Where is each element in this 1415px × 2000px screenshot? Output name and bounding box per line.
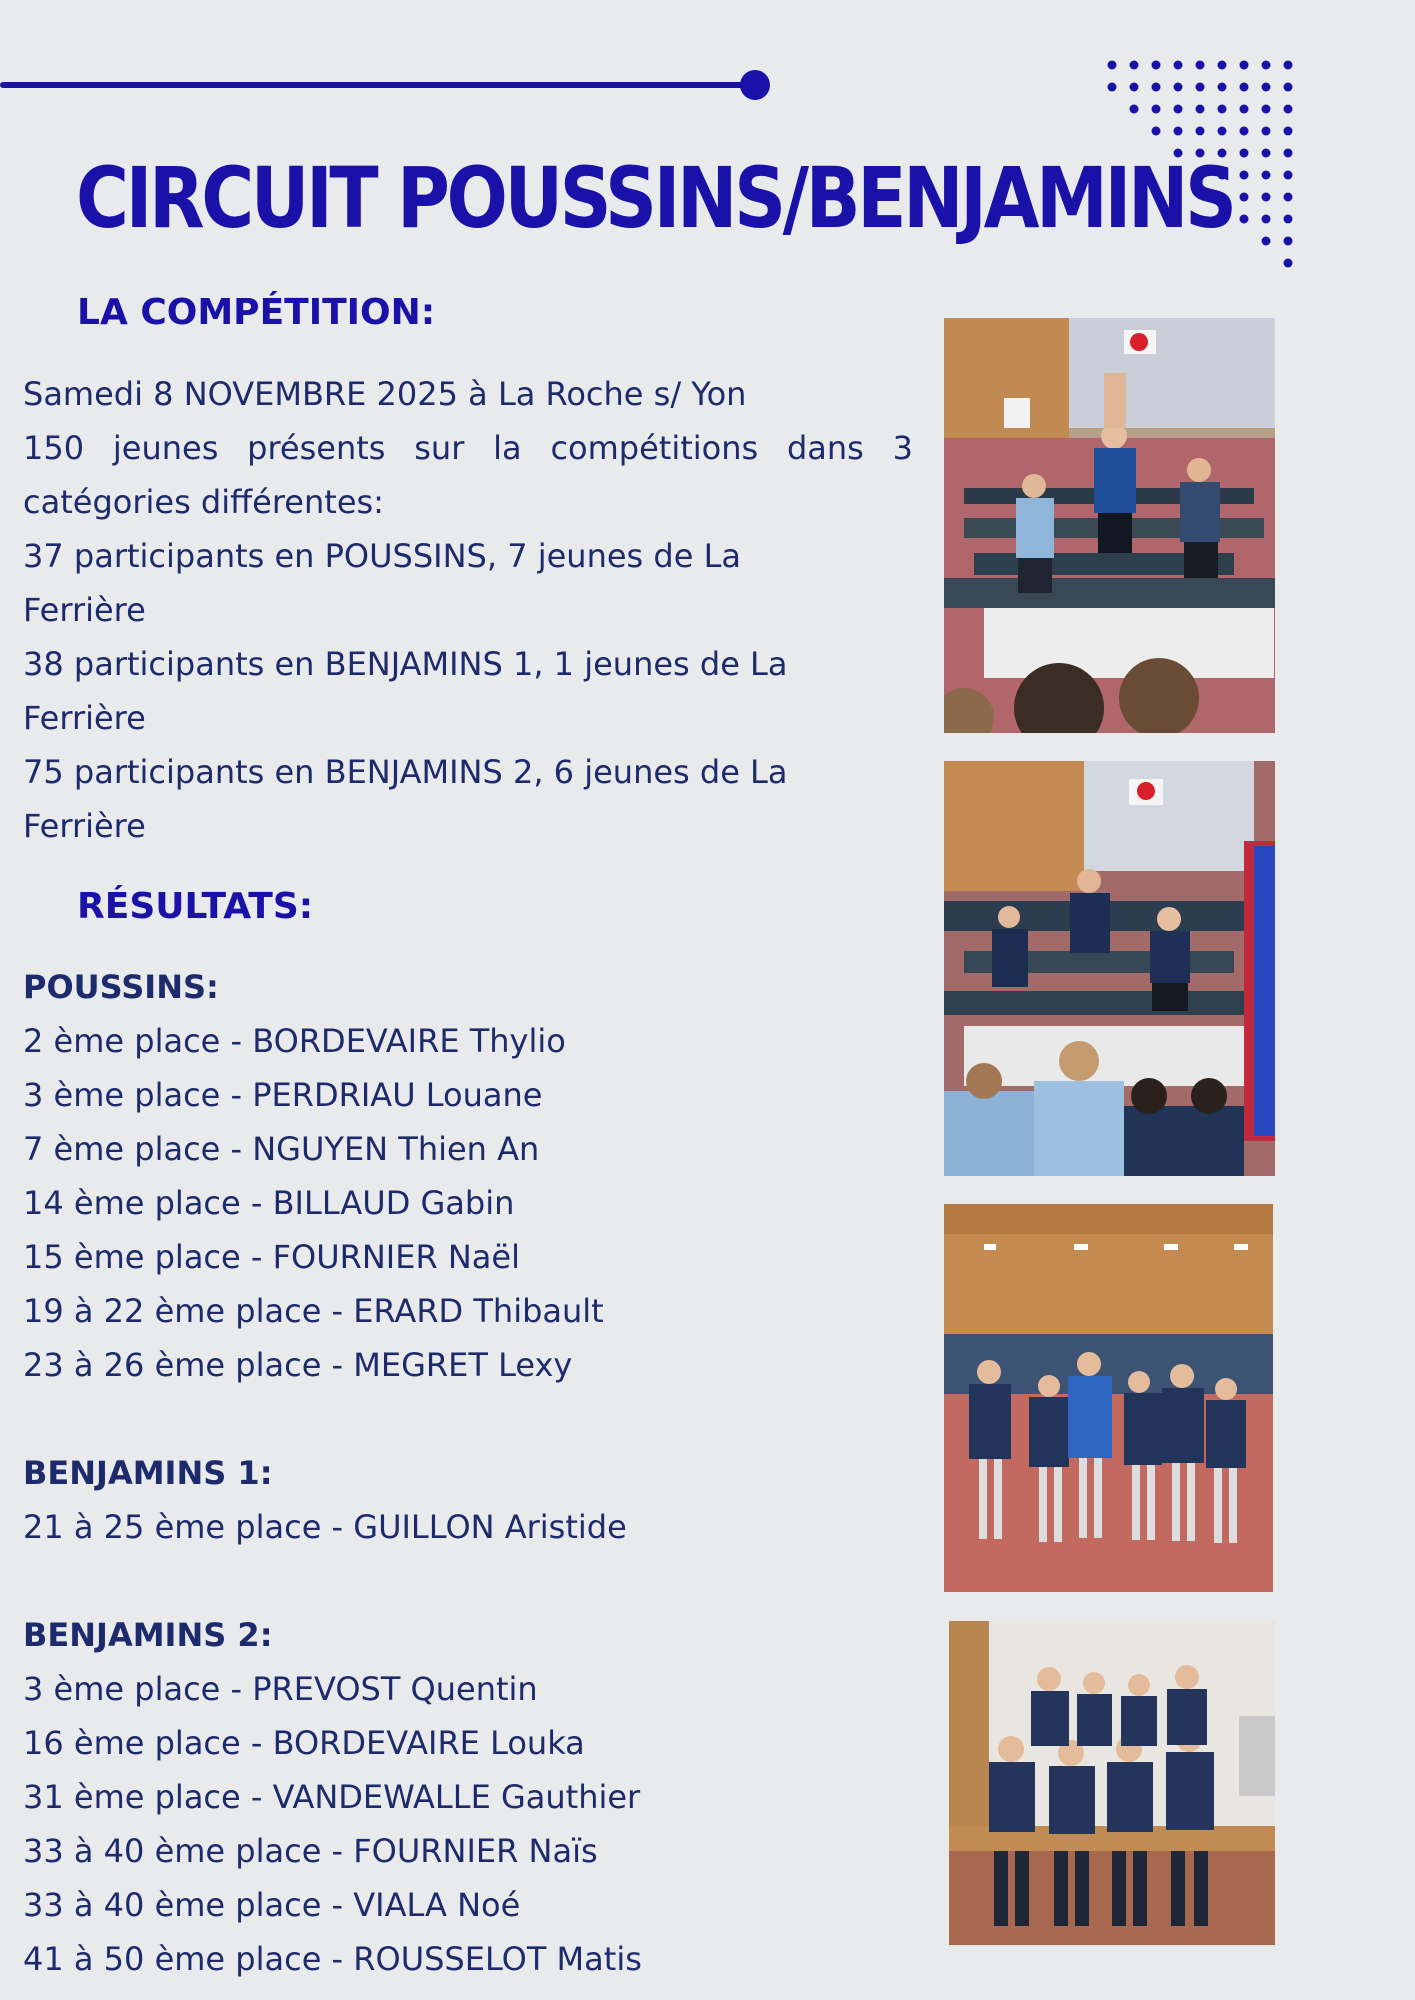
top-decorative-dot bbox=[740, 70, 770, 100]
poussins-label: POUSSINS: bbox=[23, 968, 219, 1006]
result-entry: 3 ème place - PERDRIAU Louane bbox=[23, 1076, 543, 1114]
decorative-dot bbox=[1174, 105, 1183, 114]
decorative-dot bbox=[1218, 127, 1227, 136]
decorative-dot bbox=[1284, 149, 1293, 158]
result-entry: 19 à 22 ème place - ERARD Thibault bbox=[23, 1292, 604, 1330]
page-title: CIRCUIT POUSSINS/BENJAMINS bbox=[76, 149, 1234, 247]
decorative-dot bbox=[1284, 105, 1293, 114]
result-entry: 14 ème place - BILLAUD Gabin bbox=[23, 1184, 515, 1222]
team-photo-bench bbox=[949, 1621, 1275, 1945]
decorative-dot bbox=[1196, 61, 1205, 70]
decorative-dot bbox=[1284, 237, 1293, 246]
decorative-dot bbox=[1262, 105, 1271, 114]
decorative-dot bbox=[1262, 193, 1271, 202]
results-section bbox=[23, 960, 913, 1986]
decorative-dot bbox=[1108, 61, 1117, 70]
category-line: 37 participants en POUSSINS, 7 jeunes de La bbox=[23, 537, 741, 575]
decorative-dot bbox=[1262, 83, 1271, 92]
category-line: 38 participants en BENJAMINS 1, 1 jeunes de La bbox=[23, 645, 788, 683]
decorative-dot bbox=[1218, 105, 1227, 114]
decorative-dot bbox=[1262, 127, 1271, 136]
decorative-dot bbox=[1196, 127, 1205, 136]
category-line-cont: Ferrière bbox=[23, 591, 146, 629]
competition-section bbox=[23, 367, 913, 853]
team-photo-gym bbox=[944, 1204, 1273, 1592]
decorative-dot bbox=[1240, 193, 1249, 202]
decorative-dot bbox=[1174, 61, 1183, 70]
decorative-dot bbox=[1174, 83, 1183, 92]
result-entry: 33 à 40 ème place - FOURNIER Naïs bbox=[23, 1832, 598, 1870]
decorative-dot bbox=[1262, 237, 1271, 246]
decorative-dot bbox=[1240, 83, 1249, 92]
date-line: Samedi 8 NOVEMBRE 2025 à La Roche s/ Yon bbox=[23, 375, 747, 413]
result-entry: 21 à 25 ème place - GUILLON Aristide bbox=[23, 1508, 627, 1546]
result-entry: 33 à 40 ème place - VIALA Noé bbox=[23, 1886, 521, 1924]
result-entry: 3 ème place - PREVOST Quentin bbox=[23, 1670, 538, 1708]
decorative-dot bbox=[1196, 105, 1205, 114]
benjamins1-label: BENJAMINS 1: bbox=[23, 1454, 273, 1492]
poussins-list bbox=[23, 1014, 913, 1392]
result-entry: 31 ème place - VANDEWALLE Gauthier bbox=[23, 1778, 641, 1816]
result-entry: 7 ème place - NGUYEN Thien An bbox=[23, 1130, 540, 1168]
result-entry: 23 à 26 ème place - MEGRET Lexy bbox=[23, 1346, 573, 1384]
decorative-dot bbox=[1262, 61, 1271, 70]
decorative-dot bbox=[1262, 171, 1271, 180]
decorative-dot bbox=[1262, 149, 1271, 158]
summary-line: 150 jeunes présents sur la compétitions dans 3 catégories différentes: bbox=[23, 429, 913, 521]
decorative-dot bbox=[1284, 193, 1293, 202]
decorative-dot bbox=[1152, 105, 1161, 114]
decorative-dot bbox=[1174, 127, 1183, 136]
decorative-dot bbox=[1152, 127, 1161, 136]
result-entry: 16 ème place - BORDEVAIRE Louka bbox=[23, 1724, 585, 1762]
category-line-cont: Ferrière bbox=[23, 807, 146, 845]
decorative-dot bbox=[1130, 83, 1139, 92]
decorative-dot bbox=[1218, 83, 1227, 92]
decorative-dot bbox=[1240, 61, 1249, 70]
decorative-dot bbox=[1152, 61, 1161, 70]
decorative-dot bbox=[1284, 259, 1293, 268]
top-decorative-line bbox=[0, 82, 752, 88]
benjamins2-label: BENJAMINS 2: bbox=[23, 1616, 273, 1654]
decorative-dot bbox=[1240, 171, 1249, 180]
podium-photo-2 bbox=[944, 761, 1275, 1176]
decorative-dot bbox=[1284, 127, 1293, 136]
category-line-cont: Ferrière bbox=[23, 699, 146, 737]
category-line: 75 participants en BENJAMINS 2, 6 jeunes de La bbox=[23, 753, 788, 791]
benjamins2-list bbox=[23, 1662, 913, 1986]
podium-photo-1 bbox=[944, 318, 1275, 733]
decorative-dot bbox=[1284, 215, 1293, 224]
decorative-dot bbox=[1130, 105, 1139, 114]
result-entry: 41 à 50 ème place - ROUSSELOT Matis bbox=[23, 1940, 642, 1978]
decorative-dot bbox=[1196, 83, 1205, 92]
decorative-dot bbox=[1284, 61, 1293, 70]
result-entry: 2 ème place - BORDEVAIRE Thylio bbox=[23, 1022, 566, 1060]
decorative-dot bbox=[1130, 61, 1139, 70]
decorative-dot bbox=[1240, 149, 1249, 158]
decorative-dot bbox=[1152, 83, 1161, 92]
results-heading: RÉSULTATS: bbox=[77, 886, 314, 927]
decorative-dot bbox=[1240, 127, 1249, 136]
decorative-dot bbox=[1218, 61, 1227, 70]
decorative-dot bbox=[1284, 171, 1293, 180]
competition-heading: LA COMPÉTITION: bbox=[77, 292, 436, 333]
decorative-dot bbox=[1108, 83, 1117, 92]
decorative-dot bbox=[1240, 215, 1249, 224]
decorative-dot bbox=[1284, 83, 1293, 92]
benjamins1-list bbox=[23, 1500, 913, 1554]
decorative-dot bbox=[1262, 215, 1271, 224]
result-entry: 15 ème place - FOURNIER Naël bbox=[23, 1238, 520, 1276]
decorative-dot bbox=[1240, 105, 1249, 114]
